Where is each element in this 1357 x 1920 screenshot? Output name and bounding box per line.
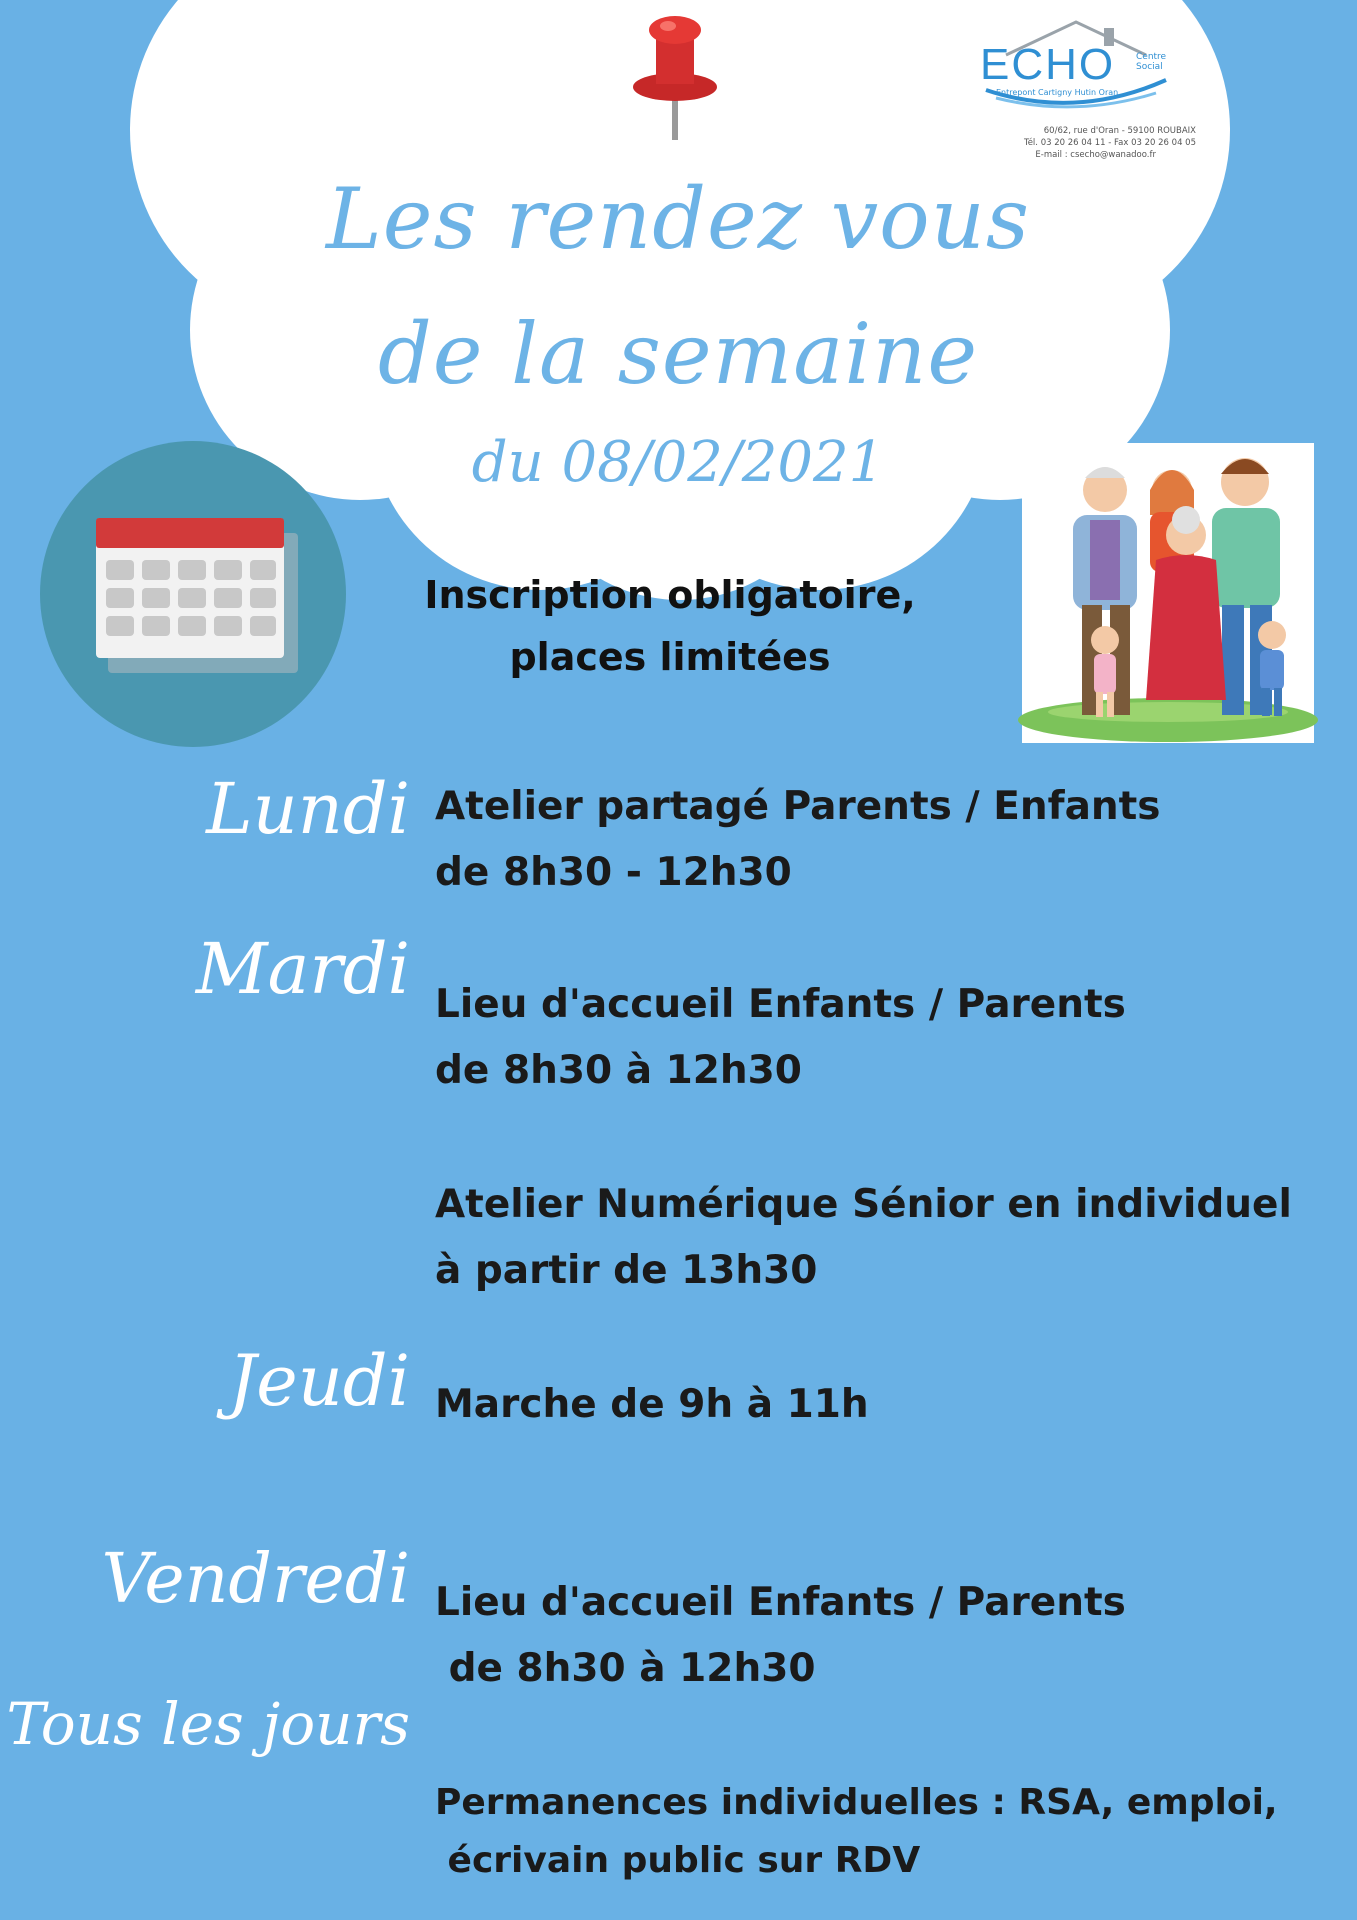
day-tous-les-jours: Tous les jours	[6, 1690, 410, 1758]
notice-line-2: places limitées	[509, 635, 831, 679]
family-illustration	[1018, 443, 1318, 743]
day-lundi: Lundi	[206, 768, 410, 850]
event-mardi-2	[435, 1172, 1292, 1304]
event-mardi-2-title: Atelier Numérique Sénior en individuel	[435, 1182, 1292, 1227]
logo-email: E-mail : csecho@wanadoo.fr	[1035, 150, 1156, 160]
event-vendredi-title: Lieu d'accueil Enfants / Parents	[435, 1580, 1126, 1625]
title-line-1: Les rendez vous	[326, 170, 1030, 268]
day-vendredi: Vendredi	[101, 1540, 410, 1619]
event-tous-detail: écrivain public sur RDV	[435, 1840, 921, 1881]
notice-line-1: Inscription obligatoire,	[424, 573, 916, 617]
pushpin-icon	[628, 2, 728, 142]
day-jeudi: Jeudi	[228, 1340, 410, 1422]
event-lundi-title: Atelier partagé Parents / Enfants	[435, 784, 1161, 829]
event-jeudi	[435, 1372, 869, 1438]
logo-name: ECHO	[980, 40, 1116, 89]
event-mardi-1	[435, 972, 1126, 1104]
event-tous-title: Permanences individuelles : RSA, emploi,	[435, 1782, 1278, 1823]
logo-address: 60/62, rue d'Oran - 59100 ROUBAIX	[1043, 126, 1196, 136]
event-jeudi-title: Marche de 9h à 11h	[435, 1382, 869, 1427]
event-vendredi	[435, 1570, 1126, 1702]
logo-phone: Tél. 03 20 26 04 11 - Fax 03 20 26 04 05	[1023, 138, 1196, 148]
event-tous-les-jours	[435, 1774, 1278, 1890]
event-lundi	[435, 774, 1161, 906]
event-vendredi-time: de 8h30 à 12h30	[435, 1646, 816, 1691]
event-mardi-1-title: Lieu d'accueil Enfants / Parents	[435, 982, 1126, 1027]
event-mardi-1-time: de 8h30 à 12h30	[435, 1048, 802, 1093]
day-mardi: Mardi	[195, 928, 410, 1010]
logo-badge: Centre Social	[1136, 52, 1167, 72]
event-lundi-time: de 8h30 - 12h30	[435, 850, 792, 895]
week-date: du 08/02/2021	[471, 430, 885, 495]
calendar-icon	[40, 441, 346, 747]
title-line-2: de la semaine	[377, 305, 979, 403]
event-mardi-2-time: à partir de 13h30	[435, 1248, 818, 1293]
echo-logo	[976, 10, 1196, 170]
logo-tagline: Entrepont Cartigny Hutin Oran	[996, 88, 1119, 97]
